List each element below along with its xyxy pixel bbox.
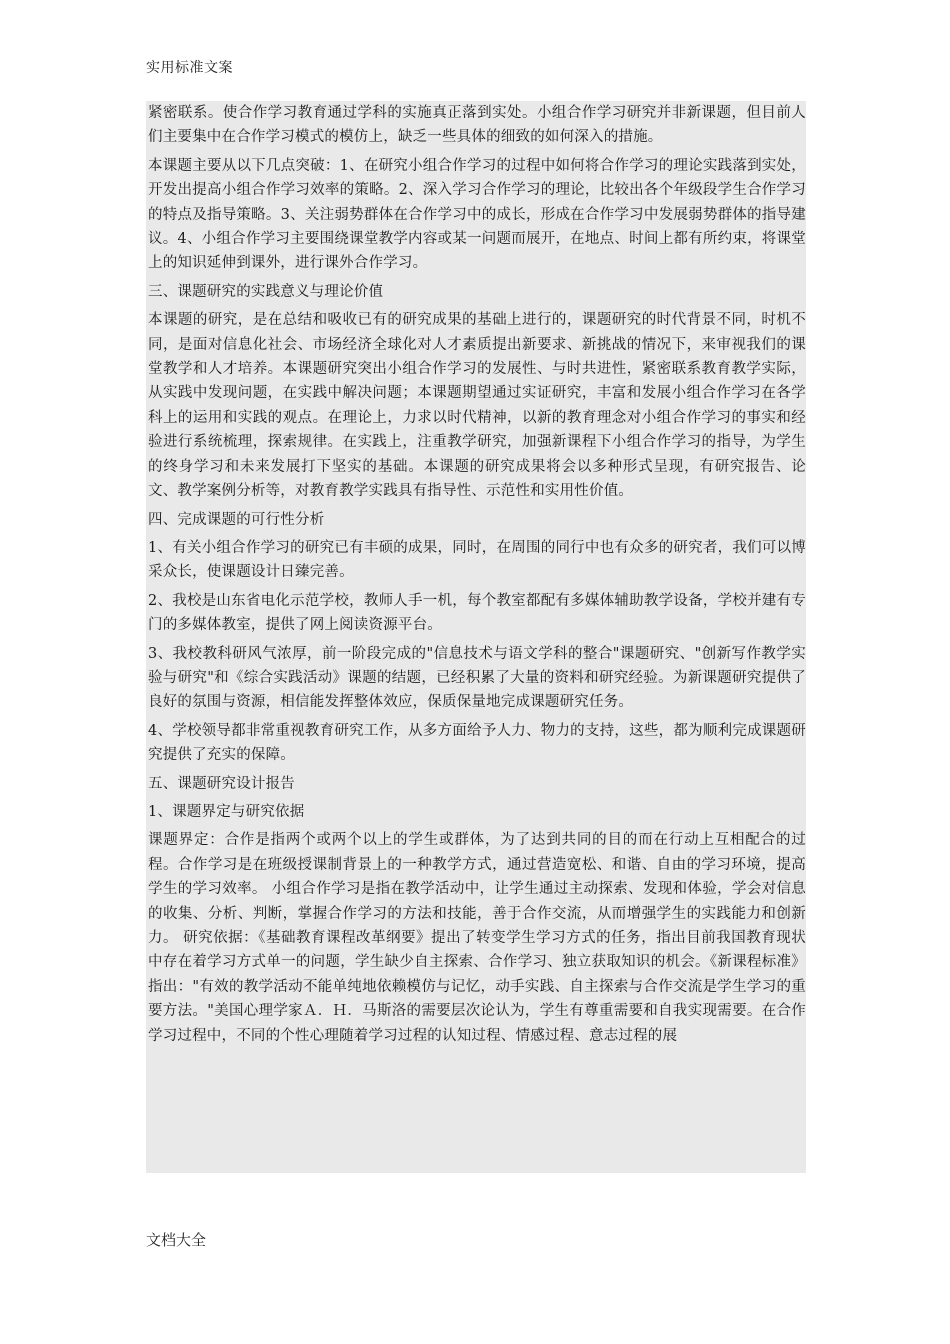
document-body [146,101,806,1173]
page-footer: 文档大全 [146,1231,207,1249]
section-heading-significance: 三、课题研究的实践意义与理论价值 [148,283,384,300]
paragraph-feasibility-4: 4、学校领导都非常重视教育研究工作，从多方面给予人力、物力的支持，这些，都为顺利完成课题研究提供了充实的保障。 [148,722,806,764]
section-heading-design-report: 五、课题研究设计报告 [148,775,295,792]
section-heading-feasibility: 四、完成课题的可行性分析 [148,511,325,528]
paragraph-significance: 本课题的研究，是在总结和吸收已有的研究成果的基础上进行的，课题研究的时代背景不同，时机不同，是面对信息化社会、市场经济全球化对人才素质提出新要求、新挑战的情况下，来审视我们的课堂教学和人才培养。本课题研究突出小组合作学习的发展性、与时共进性，紧密联系教育教学实际，从实践中发现问题，在实践中解决问题；本课题期望通过实证研究，丰富和发展小组合作学习在各学科上的运用和实践的观点。在理论上，力求以时代精神，以新的教育理念对小组合作学习的事实和经验进行系统梳理，探索规律。在实践上，注重教学研究，加强新课程下小组合作学习的指导，为学生的终身学习和未来发展打下坚实的基础。本课题的研究成果将会以多种形式呈现，有研究报告、论文、教学案例分析等，对教育教学实践具有指导性、示范性和实用性价值。 [148,312,806,500]
paragraph-feasibility-2: 2、我校是山东省电化示范学校，教师人手一机，每个教室都配有多媒体辅助教学设备，学校并建有专门的多媒体教室，提供了网上阅读资源平台。 [148,592,806,634]
paragraph-feasibility-1: 1、有关小组合作学习的研究已有丰硕的成果，同时，在周围的同行中也有众多的研究者，我们可以博采众长，使课题设计日臻完善。 [148,539,806,581]
page-header: 实用标准文案 [146,60,233,76]
paragraph-feasibility-3: 3、我校教科研风气浓厚，前一阶段完成的"信息技术与语文学科的整合"课题研究、"创新写作教学实验与研究"和《综合实践活动》课题的结题，已经积累了大量的资料和研究经验。为新课题研究提供了良好的氛围与资源，相信能发挥整体效应，保质保量地完成课题研究任务。 [148,645,806,711]
paragraph-breakthrough-points: 本课题主要从以下几点突破：1、在研究小组合作学习的过程中如何将合作学习的理论实践落到实处，开发出提高小组合作学习效率的策略。2、深入学习合作学习的理论，比较出各个年级段学生合作学习的特点及指导策略。3、关注弱势群体在合作学习中的成长，形成在合作学习中发展弱势群体的指导建议。4、小组合作学习主要围绕课堂教学内容或某一问题而展开，在地点、时间上都有所约束，将课堂上的知识延伸到课外，进行课外合作学习。 [148,157,806,272]
paragraph-intro-continuation: 紧密联系。使合作学习教育通过学科的实施真正落到实处。小组合作学习研究并非新课题，但目前人们主要集中在合作学习模式的模仿上，缺乏一些具体的细致的如何深入的措施。 [148,105,806,146]
subsection-heading-definition: 1、课题界定与研究依据 [148,803,305,820]
paragraph-definition-basis: 课题界定：合作是指两个或两个以上的学生或群体，为了达到共同的目的而在行动上互相配合的过程。合作学习是在班级授课制背景上的一种教学方式，通过营造宽松、和谐、自由的学习环境，提高学生的学习效率。 小组合作学习是指在教学活动中，让学生通过主动探索、发现和体验，学会对信息的收集、分析、判断，掌握合作学习的方法和技能，善于合作交流，从而增强学生的实践能力和创新力。 研究依据：《基础教育课程改革纲要》提出了转变学生学习方式的任务，指出目前我国教育现状中存在着学习方式单一的问题，学生缺少自主探索、合作学习、独立获取知识的机会。《新课程标准》指出："有效的教学活动不能单纯地依赖模仿与记忆，动手实践、自主探索与合作交流是学生学习的重要方法。"美国心理学家Ａ．Ｈ．马斯洛的需要层次论认为，学生有尊重需要和自我实现需要。在合作学习过程中，不同的个性心理随着学习过程的认知过程、情感过程、意志过程的展 [148,832,806,1044]
